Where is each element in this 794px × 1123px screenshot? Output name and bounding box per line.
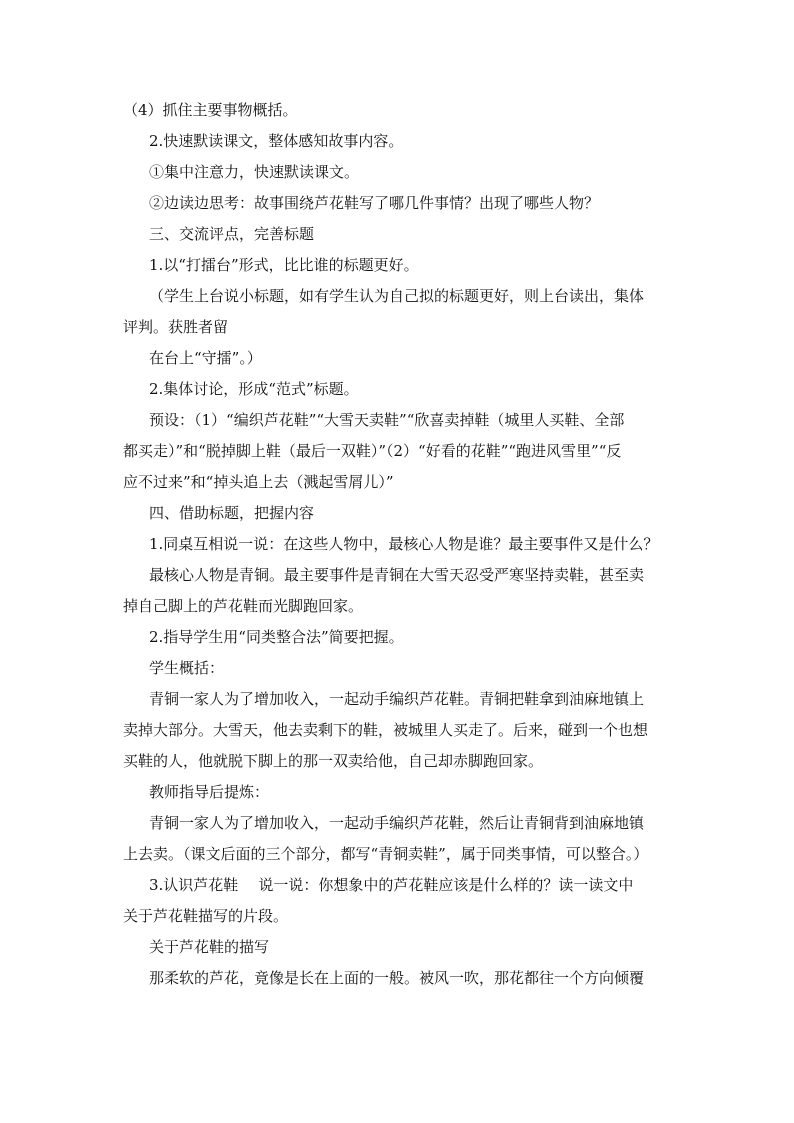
split-line [123,875,683,906]
text-line: 应不过来”和“掉头追上去（溅起雪屑儿）” [123,473,394,491]
text-line: 1.同桌互相说一说：在这些人物中，最核心人物是谁？最主要事件又是什么？ [149,535,659,553]
text-line: 2.集体讨论，形成“范式”标题。 [149,380,359,398]
text-line: 学生概括： [149,659,225,677]
text-line: 上去卖。（课文后面的三个部分，都写“青铜卖鞋”，属于同类事情，可以整合。） [123,845,649,863]
text-line: 关于芦花鞋描写的片段。 [123,907,289,925]
text-line: 教师指导后提炼： [149,783,270,801]
text-line: 买鞋的人，他就脱下脚上的那一双卖给他，自己却赤脚跑回家。 [123,752,544,770]
section-heading: 三、交流评点，完善标题 [149,225,315,243]
text-line: 青铜一家人为了增加收入，一起动手编织芦花鞋，然后让青铜背到油麻地镇 [149,814,645,832]
text-line: ②边读边思考：故事围绕芦花鞋写了哪几件事情？出现了哪些人物？ [149,194,600,212]
text-line: 卖掉大部分。大雪天，他去卖剩下的鞋，被城里人买走了。后来，碰到一个也想 [123,721,649,739]
text-line: 最核心人物是青铜。最主要事件是青铜在大雪天忍受严寒坚持卖鞋，甚至卖 [149,566,645,584]
text-line: 2.指导学生用“同类整合法”简要把握。 [149,628,404,646]
split-line-right: 说一说：你想象中的芦花鞋应该是什么样的？读一读文中 [258,876,634,894]
text-line: 评判。获胜者留 [123,318,229,336]
text-line: ①集中注意力，快速默读课文。 [149,163,360,181]
text-line: 1.以“打擂台”形式，比比谁的标题更好。 [149,256,419,274]
text-line: 都买走）”和“脱掉脚上鞋（最后一双鞋）”（2）“好看的花鞋”“跑进风雪里”“反 [123,442,622,460]
split-line-left: 3.认识芦花鞋 [149,876,239,894]
text-line: （学生上台说小标题，如有学生认为自己拟的标题更好，则上台读出，集体 [149,287,645,305]
text-line: 那柔软的芦花，竟像是长在上面的一般。被风一吹，那花都往一个方向倾覆 [149,969,645,987]
section-heading: 四、借助标题，把握内容 [149,504,315,522]
text-line: 2.快速默读课文，整体感知故事内容。 [149,132,404,150]
text-line: 青铜一家人为了增加收入，一起动手编织芦花鞋。青铜把鞋拿到油麻地镇上 [149,690,645,708]
text-line: 在台上“守擂”。） [149,349,262,367]
text-line: 掉自己脚上的芦花鞋而光脚跑回家。 [123,597,364,615]
document-body [123,100,683,999]
text-line: 预设：（1）“编织芦花鞋”“大雪天卖鞋”“欣喜卖掉鞋（城里人买鞋、全部 [149,411,625,429]
text-line: （4）抓住主要事物概括。 [123,101,298,119]
text-line: 关于芦花鞋的描写 [149,938,270,956]
